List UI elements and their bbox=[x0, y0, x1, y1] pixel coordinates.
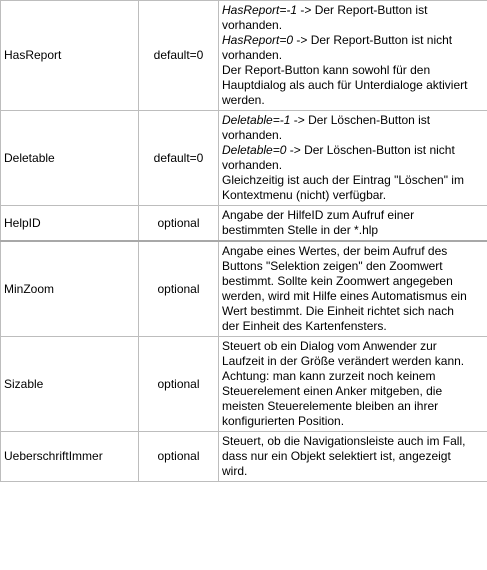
property-description bbox=[219, 1, 487, 111]
description-line bbox=[222, 304, 487, 319]
description-line bbox=[222, 354, 487, 369]
description-text: Hauptdialog als auch für Unterdialoge aktiviert bbox=[222, 78, 468, 92]
description-keyword: HasReport=-1 bbox=[222, 3, 298, 17]
description-line bbox=[222, 143, 487, 158]
property-description bbox=[219, 241, 487, 337]
description-line bbox=[222, 384, 487, 399]
description-text: Gleichzeitig ist auch der Eintrag "Löschen" im bbox=[222, 173, 464, 187]
property-default: optional bbox=[139, 337, 219, 432]
property-name: MinZoom bbox=[1, 241, 139, 337]
property-default: default=0 bbox=[139, 1, 219, 111]
description-text: wird. bbox=[222, 464, 248, 478]
description-text: werden, wird mit Hilfe eines Automatismus ein bbox=[222, 289, 467, 303]
description-keyword: Deletable=0 bbox=[222, 143, 287, 157]
description-text: -> Der Löschen-Button ist bbox=[290, 113, 431, 127]
description-text: Steuerelement einen Anker mitgeben, die bbox=[222, 384, 443, 398]
description-text: -> Der Löschen-Button ist nicht bbox=[286, 143, 455, 157]
description-text: bestimmt. Sollte kein Zoomwert angegeben bbox=[222, 274, 453, 288]
description-text: konfigurierten Position. bbox=[222, 414, 345, 428]
description-line bbox=[222, 33, 487, 48]
description-line bbox=[222, 128, 487, 143]
description-line bbox=[222, 414, 487, 429]
description-keyword: HasReport=0 bbox=[222, 33, 294, 47]
description-line bbox=[222, 48, 487, 63]
description-text: Achtung: man kann zurzeit noch keinem bbox=[222, 369, 436, 383]
description-text: der Einheit des Kartenfensters. bbox=[222, 319, 387, 333]
description-text: Angabe eines Wertes, der beim Aufruf des bbox=[222, 244, 448, 258]
property-description bbox=[219, 206, 487, 242]
description-text: Der Report-Button kann sowohl für den bbox=[222, 63, 431, 77]
description-line bbox=[222, 289, 487, 304]
description-text: Wert bestimmt. Die Einheit richtet sich nach bbox=[222, 304, 454, 318]
description-line bbox=[222, 158, 487, 173]
description-text: Buttons "Selektion zeigen" den Zoomwert bbox=[222, 259, 443, 273]
description-line bbox=[222, 208, 487, 223]
property-default: optional bbox=[139, 206, 219, 242]
property-table-body bbox=[1, 1, 487, 482]
description-line bbox=[222, 223, 487, 238]
description-text: vorhanden. bbox=[222, 48, 283, 62]
description-text: -> Der Report-Button ist nicht bbox=[293, 33, 453, 47]
description-line bbox=[222, 399, 487, 414]
description-text: Laufzeit in der Größe verändert werden kann. bbox=[222, 354, 465, 368]
description-line bbox=[222, 18, 487, 33]
description-line bbox=[222, 434, 487, 449]
property-row-sizable bbox=[1, 337, 487, 432]
description-text: Steuert ob ein Dialog vom Anwender zur bbox=[222, 339, 437, 353]
description-text: Angabe der HilfeID zum Aufruf einer bbox=[222, 208, 415, 222]
description-text: vorhanden. bbox=[222, 158, 283, 172]
description-text: meisten Steuerelemente bleiben an ihrer bbox=[222, 399, 439, 413]
property-row-hasreport bbox=[1, 1, 487, 111]
description-line bbox=[222, 369, 487, 384]
property-description bbox=[219, 337, 487, 432]
property-default: optional bbox=[139, 241, 219, 337]
property-row-minzoom bbox=[1, 241, 487, 337]
description-line bbox=[222, 173, 487, 188]
description-line bbox=[222, 259, 487, 274]
property-name: HasReport bbox=[1, 1, 139, 111]
property-default: default=0 bbox=[139, 111, 219, 206]
description-text: vorhanden. bbox=[222, 18, 283, 32]
description-line bbox=[222, 244, 487, 259]
description-keyword: Deletable=-1 bbox=[222, 113, 291, 127]
property-row-helpid bbox=[1, 206, 487, 242]
description-text: Kontextmenu (nicht) verfügbar. bbox=[222, 188, 387, 202]
description-line bbox=[222, 274, 487, 289]
description-text: bestimmten Stelle in der *.hlp bbox=[222, 223, 379, 237]
property-row-ueberschriftimmer bbox=[1, 432, 487, 482]
description-line bbox=[222, 464, 487, 479]
property-name: Deletable bbox=[1, 111, 139, 206]
description-text: vorhanden. bbox=[222, 128, 283, 142]
description-text: dass nur ein Objekt selektiert ist, angezeigt bbox=[222, 449, 451, 463]
description-line bbox=[222, 3, 487, 18]
property-name: HelpID bbox=[1, 206, 139, 242]
property-name: UeberschriftImmer bbox=[1, 432, 139, 482]
property-name: Sizable bbox=[1, 337, 139, 432]
description-line bbox=[222, 319, 487, 334]
description-text: werden. bbox=[222, 93, 265, 107]
property-description bbox=[219, 432, 487, 482]
description-line bbox=[222, 188, 487, 203]
description-line bbox=[222, 78, 487, 93]
description-line bbox=[222, 63, 487, 78]
description-text: -> Der Report-Button ist bbox=[297, 3, 428, 17]
description-line bbox=[222, 93, 487, 108]
property-description bbox=[219, 111, 487, 206]
description-line bbox=[222, 339, 487, 354]
description-line bbox=[222, 449, 487, 464]
description-text: Steuert, ob die Navigationsleiste auch im Fall, bbox=[222, 434, 466, 448]
property-row-deletable bbox=[1, 111, 487, 206]
property-default: optional bbox=[139, 432, 219, 482]
description-line bbox=[222, 113, 487, 128]
